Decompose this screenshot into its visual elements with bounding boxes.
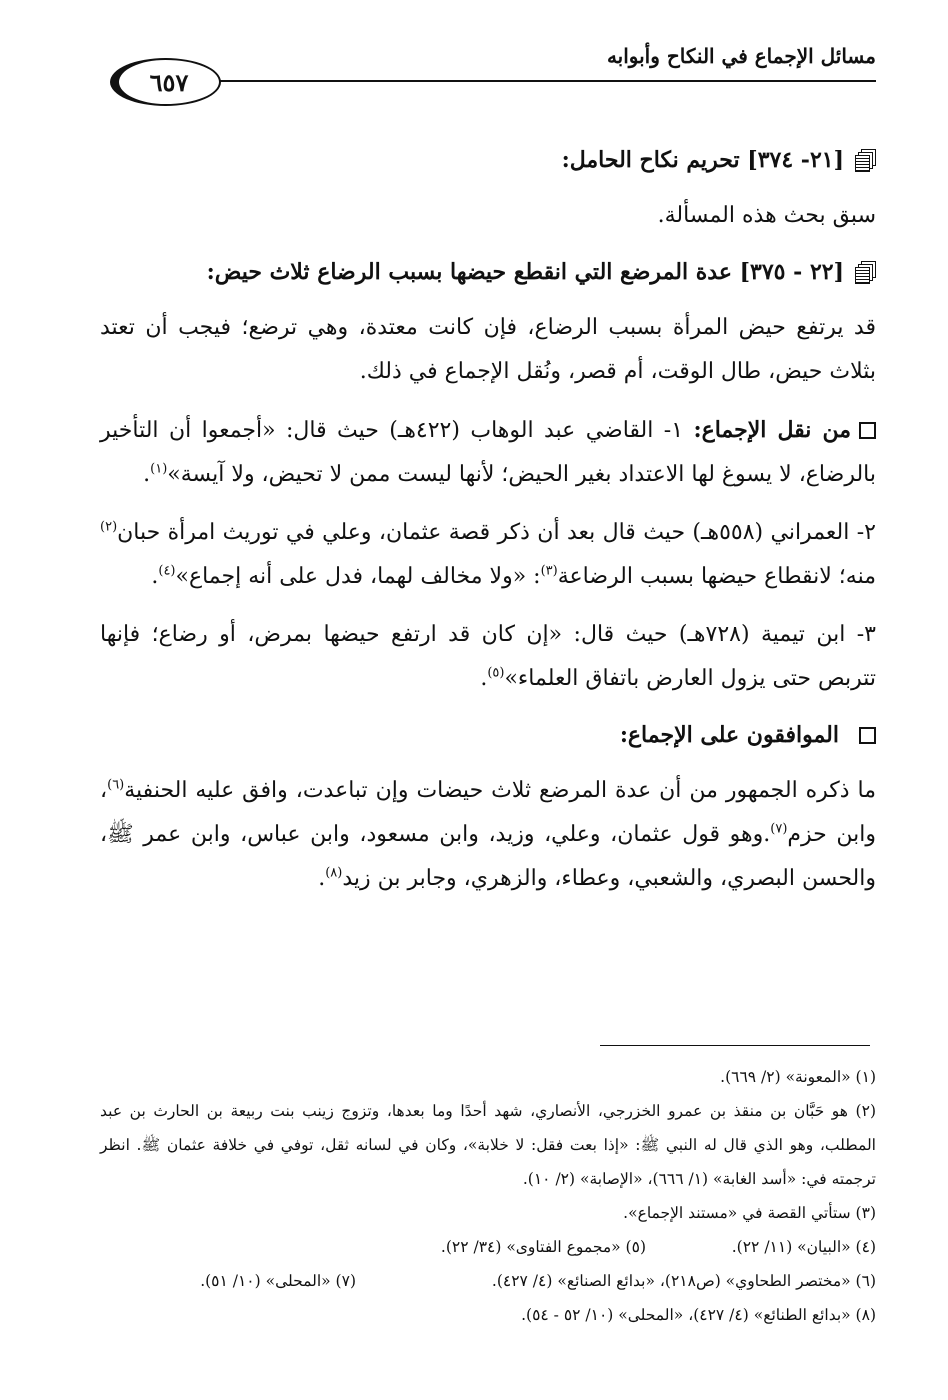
subheading-muwafiqun — [100, 715, 876, 755]
footnotes — [100, 1060, 876, 1332]
checkbox-square-icon — [859, 727, 876, 744]
footnote-1: (١) «المعونة» (٢/ ٦٦٩). — [720, 1068, 876, 1086]
section-heading-374 — [100, 140, 876, 180]
subheading-naql: من نقل الإجماع: — [693, 417, 851, 443]
footnote-4: (٤) «البيان» (١١/ ٢٢). — [731, 1238, 876, 1256]
muwafiqun-paragraph: ما ذكره الجمهور من أن عدة المرضع ثلاث حيضات وإن تباعدت، وافق عليه الحنفية$^{(٦)}$، وابن حزم$^{(٧)}$.وهو قول عثمان، وعلي، وزيد، وابن مسعود، وابن عباس، وابن عمر ﷺ، والحسن البصري، والشعبي، وعطاء، والزهري، وجابر بن زيد$^{(٨)}$. — [100, 777, 876, 891]
quote-text: منه؛ لانقطاع حيضها بسبب الرضاعة — [557, 564, 876, 589]
document-stack-icon — [856, 149, 876, 171]
section-heading-text: [٢٢ - ٣٧٥] عدة المرضع التي انقطع حيضها بسبب الرضاع ثلاث حيض: — [206, 259, 844, 285]
naql-paragraph-2: ٢- العمراني (٥٥٨هـ) حيث قال بعد أن ذكر قصة عثمان، وعلي في توريث امرأة حبان$^{(٢)}$ منه؛ لانقطاع حيضها بسبب الرضاعة$^{(٣)}$: «ولا مخالف لهما، فدل على أنه إجماع»$^{(٤)}$. — [100, 519, 876, 589]
footnote-ref: (١) — [150, 461, 168, 477]
section-heading-375 — [100, 252, 876, 292]
footnote-ref: (٨) — [325, 865, 343, 881]
footnote-row — [100, 1230, 876, 1264]
document-stack-icon — [856, 261, 876, 283]
body-text: .وهو قول عثمان، وعلي، وزيد، وابن مسعود، وابن عباس، وابن عمر ﷺ، والحسن البصري، والشعبي، وعطاء، والزهري، وجابر بن زيد — [100, 822, 876, 891]
quote-text: : «ولا مخالف لهما، فدل على أنه إجماع» — [175, 564, 541, 589]
subheading-text: الموافقون على الإجماع: — [619, 722, 839, 748]
section-heading-text: [٢١- ٣٧٤] تحريم نكاح الحامل: — [561, 147, 844, 173]
footnote-2: (٢) هو حَبَّان بن منقذ بن عمرو الخزرجي، الأنصاري، شهد أحدًا وما بعدها، وتزوج زينب بنت ربيعة بن الحارث بن عبد المطلب، وهو الذي قال له النبي ﷺ: «إذا بعت فقل: لا خلابة»، وكان في لسانه ثقل، توفي في خلافة عثمان ﷺ. انظر ترجمته في: «أسد الغابة» (١/ ٦٦٦)، «الإصابة» (٢/ ١٠). — [100, 1102, 876, 1188]
footnote-ref: (٤) — [158, 563, 176, 579]
footnote-6: (٦) «مختصر الطحاوي» (ص٢١٨)، «بدائع الصنائع» (٤/ ٤٢٧). — [491, 1272, 876, 1290]
footnote-5: (٥) «مجموع الفتاوى» (٣٤/ ٢٢). — [440, 1238, 646, 1256]
naql-paragraph-3: ٣- ابن تيمية (٧٢٨هـ) حيث قال: «إن كان قد ارتفع حيضها بمرض، أو رضاع؛ فإنها تتربص حتى يزول العارض باتفاق العلماء»$^{(٥)}$. — [100, 622, 876, 691]
running-header-title: مسائل الإجماع في النكاح وأبوابه — [606, 44, 876, 68]
quote-text: ١- القاضي عبد الوهاب (٤٢٢هـ) حيث قال: «أجمعوا أن التأخير بالرضاع، لا يسوغ لها الاعتداد بغير الحيض؛ لأنها ليست ممن لا تحيض، ولا آيسة» — [100, 418, 876, 487]
footnote-3: (٣) ستأتي القصة في «مستند الإجماع». — [623, 1204, 876, 1222]
checkbox-square-icon — [859, 422, 876, 439]
footnote-8: (٨) «بدائع الطنائع» (٤/ ٤٢٧)، «المحلى» (١٠/ ٥٢ - ٥٤). — [521, 1306, 876, 1324]
body-text: ، وابن حزم — [100, 778, 876, 847]
header-rule — [175, 80, 876, 82]
footnote-ref: (٦) — [107, 777, 125, 793]
intro-paragraph: قد يرتفع حيض المرأة بسبب الرضاع، فإن كانت معتدة، وهي ترضع؛ فيجب أن تعتد بثلاث حيض، طال الوقت، أم قصر، ونُقل الإجماع في ذلك. — [100, 315, 876, 384]
footnote-row — [100, 1264, 876, 1298]
footnote-7: (٧) «المحلى» (١٠/ ٥١). — [200, 1272, 356, 1290]
naql-paragraph-1: من نقل الإجماع: ١- القاضي عبد الوهاب (٤٢٢هـ) حيث قال: «أجمعوا أن التأخير بالرضاع، لا يسوغ لها الاعتداد بغير الحيض؛ لأنها ليست ممن لا تحيض، ولا آيسة»$^{(١)}$. — [100, 417, 876, 487]
footnote-separator — [600, 1045, 870, 1046]
footnote-ref: (٢) — [100, 519, 118, 535]
footnote-ref: (٧) — [770, 821, 788, 837]
quote-text: ٣- ابن تيمية (٧٢٨هـ) حيث قال: «إن كان قد ارتفع حيضها بمرض، أو رضاع؛ فإنها تتربص حتى يزول العارض باتفاق العلماء» — [100, 622, 876, 691]
quote-text: ٢- العمراني (٥٥٨هـ) حيث قال بعد أن ذكر قصة عثمان، وعلي في توريث امرأة حبان — [117, 520, 876, 545]
main-text — [100, 140, 876, 915]
footnote-ref: (٣) — [540, 563, 558, 579]
section-paragraph: سبق بحث هذه المسألة. — [657, 203, 876, 228]
body-text: ما ذكره الجمهور من أن عدة المرضع ثلاث حيضات وإن تباعدت، وافق عليه الحنفية — [124, 778, 876, 803]
footnote-ref: (٥) — [487, 665, 505, 681]
page-number-badge: ٦٥٧ — [110, 58, 221, 106]
